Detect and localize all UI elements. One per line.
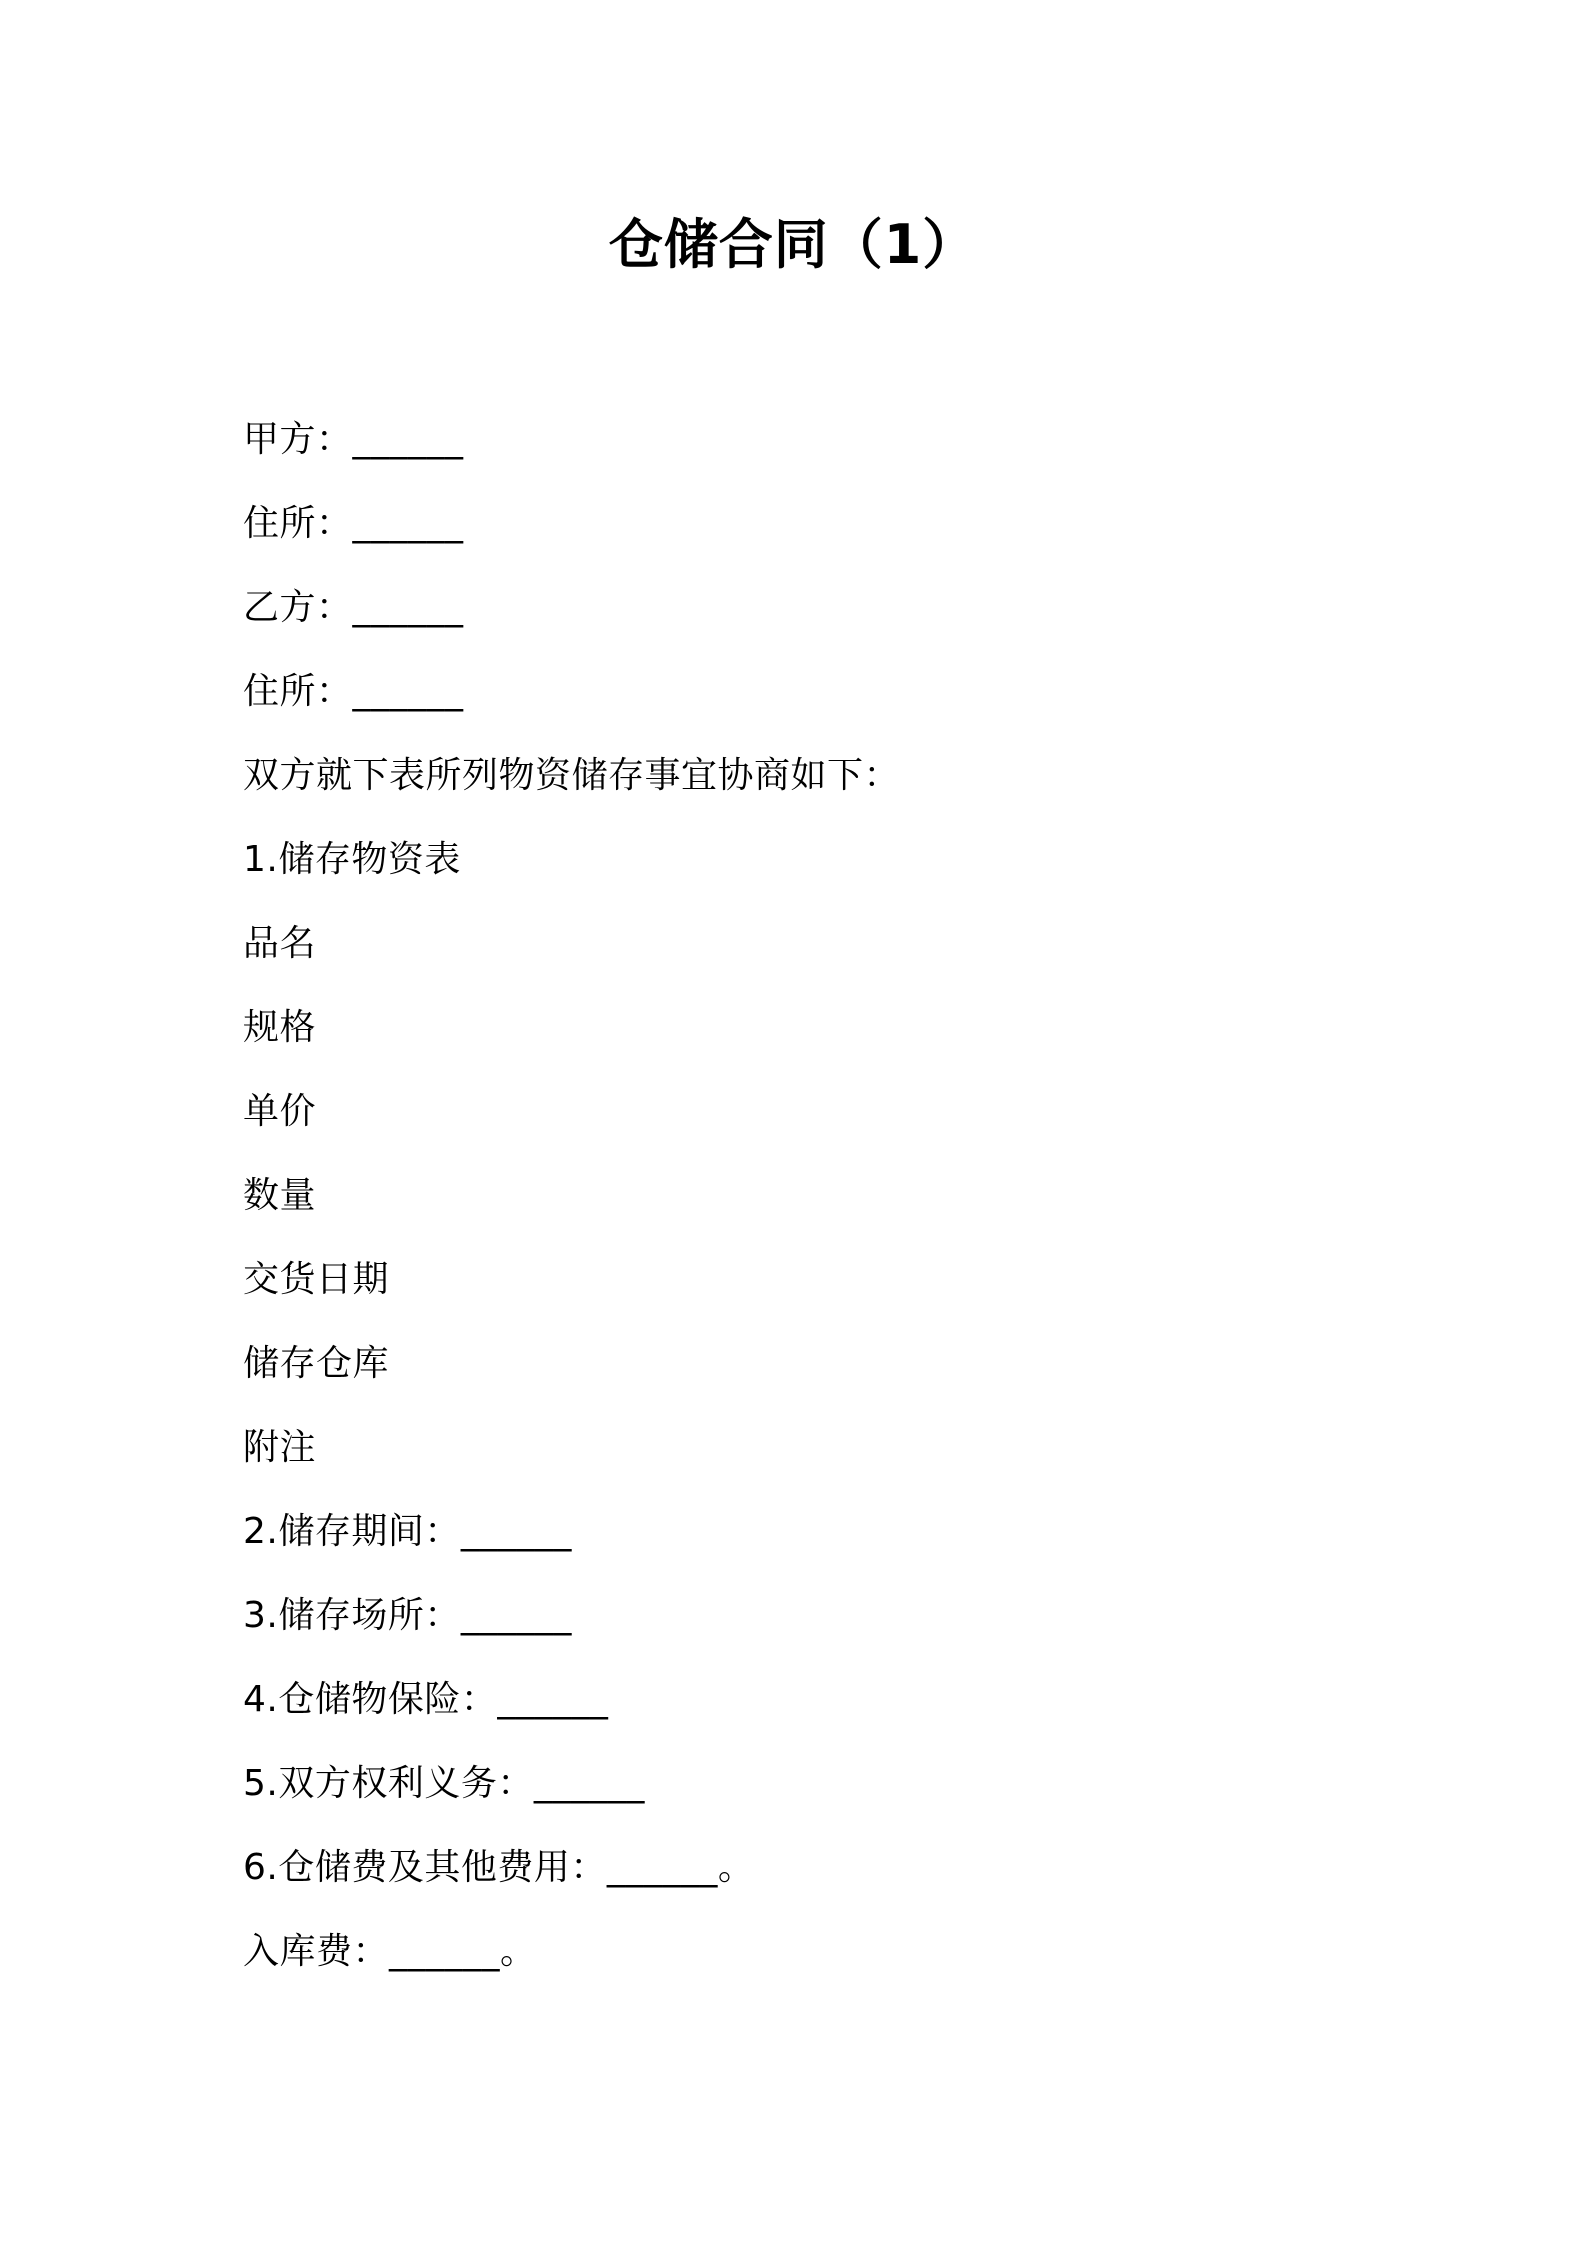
contract-body	[243, 398, 1343, 1994]
party-a-line: 甲方：______	[243, 419, 464, 460]
section-3-storage-location: 3.储存场所：______	[243, 1595, 572, 1636]
section-5-rights-obligations: 5.双方权利义务：______	[243, 1763, 645, 1804]
warehouse-entry-fee: 入库费：______。	[243, 1931, 537, 1972]
table-field-quantity: 数量	[243, 1175, 317, 1216]
table-field-product-name: 品名	[243, 923, 317, 964]
document-title: 仓储合同（1）	[608, 213, 978, 276]
section-2-storage-period: 2.储存期间：______	[243, 1511, 572, 1552]
section-4-insurance: 4.仓储物保险：______	[243, 1679, 609, 1720]
table-field-specification: 规格	[243, 1007, 317, 1048]
table-field-storage-warehouse: 储存仓库	[243, 1343, 390, 1384]
section-6-storage-fees: 6.仓储费及其他费用：______。	[243, 1847, 755, 1888]
section-1-heading: 1.储存物资表	[243, 839, 461, 880]
table-field-remarks: 附注	[243, 1427, 317, 1468]
agreement-intro-line: 双方就下表所列物资储存事宜协商如下：	[243, 755, 901, 796]
table-field-unit-price: 单价	[243, 1091, 317, 1132]
party-b-line: 乙方：______	[243, 587, 464, 628]
party-a-address-line: 住所：______	[243, 503, 464, 544]
party-b-address-line: 住所：______	[243, 671, 464, 712]
table-field-delivery-date: 交货日期	[243, 1259, 390, 1300]
